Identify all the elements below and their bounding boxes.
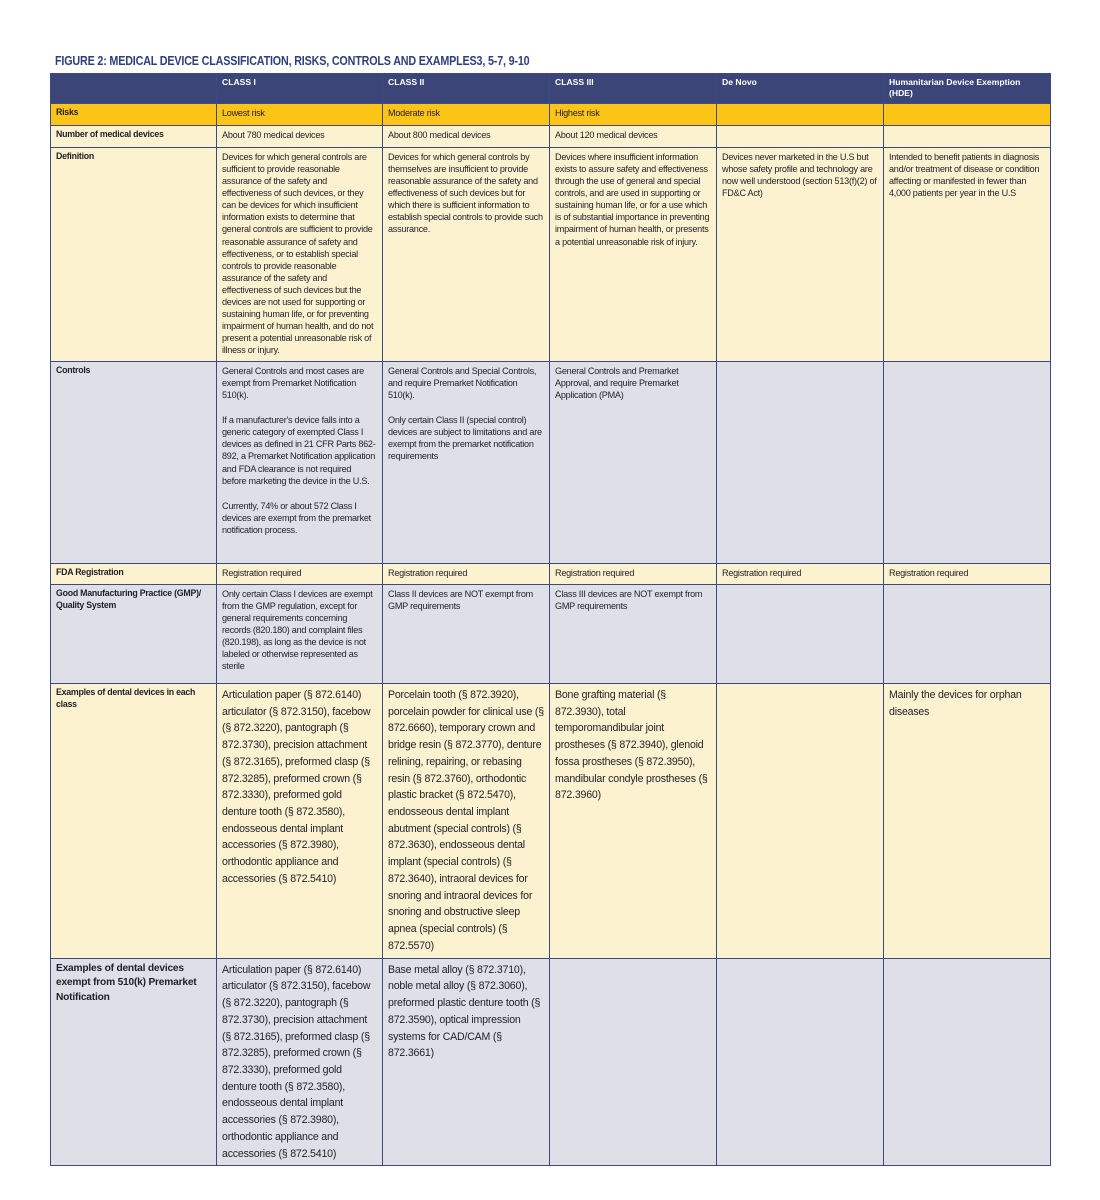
cell-exempt-de-novo	[717, 958, 884, 1166]
header-de-novo: De Novo	[717, 74, 884, 104]
cell-exempt-class-3	[550, 958, 717, 1166]
cell-risks-class-1: Lowest risk	[217, 103, 383, 125]
header-class-2: CLASS II	[383, 74, 550, 104]
cell-gmp-de-novo	[717, 584, 884, 683]
cell-controls-class-2	[383, 361, 550, 563]
cell-exempt-hde	[884, 958, 1051, 1166]
cell-exempt-class-1: Articulation paper (§ 872.6140) articulator (§ 872.3150), facebow (§ 872.3220), pantograph (§ 872.3730), precision attachment (§ 872.3165), preformed clasp (§ 872.3285), preformed crown (§ 872.3330), preformed gold denture tooth (§ 872.3580), endosseous dental implant accessories (§ 872.3980), orthodontic appliance and accessories (§ 872.5410)	[217, 958, 383, 1166]
row-label-gmp: Good Manufacturing Practice (GMP)/ Quality System	[51, 584, 217, 683]
cell-definition-class-1: Devices for which general controls are sufficient to provide reasonable assurance of the safety and effectiveness of such devices, or they can be devices for which insufficient information exists to determine that general controls are sufficient to provide reasonable assurance of safety and effectiveness, or to establish special controls to provide reasonable assurance of the safety and effectiveness of such devices but the devices are not used for supporting or sustaining human life, or for preventing impairment of human health, and do not present a potential unreasonable risk of illness or injury.	[217, 147, 383, 361]
cell-controls-de-novo	[717, 361, 884, 563]
controls-class-1-paragraph: If a manufacturer's device falls into a generic category of exempted Class I devices as defined in 21 CFR Parts 862- 892, a Premarket Notification application and FDA clearance is not required before marketing the device in the U.S.	[222, 415, 376, 486]
cell-risks-de-novo	[717, 103, 884, 125]
cell-number-class-2: About 800 medical devices	[383, 125, 550, 147]
row-label-controls: Controls	[51, 361, 217, 563]
cell-controls-hde	[884, 361, 1051, 563]
cell-fda-class-2: Registration required	[383, 563, 550, 584]
row-label-definition: Definition	[51, 147, 217, 361]
row-risks	[51, 103, 1051, 125]
cell-fda-de-novo: Registration required	[717, 563, 884, 584]
cell-risks-hde	[884, 103, 1051, 125]
controls-class-2-paragraph: Only certain Class II (special control) devices are subject to limitations and are exempt from the premarket notification requirements	[388, 415, 542, 462]
controls-class-1-paragraph: General Controls and most cases are exempt from Premarket Notification 510(k).	[222, 365, 364, 401]
row-fda-registration	[51, 563, 1051, 584]
controls-class-1-paragraph: Currently, 74% or about 572 Class I devices are exempt from the premarket notification process.	[222, 500, 371, 535]
cell-controls-class-3: General Controls and Premarket Approval, and require Premarket Application (PMA)	[550, 361, 717, 563]
header-class-3: CLASS III	[550, 74, 717, 104]
header-cell-blank	[51, 74, 217, 104]
row-label-examples: Examples of dental devices in each class	[51, 683, 217, 958]
cell-number-class-1: About 780 medical devices	[217, 125, 383, 147]
cell-gmp-class-1: Only certain Class I devices are exempt from the GMP regulation, except for general requirements concerning records (820.180) and complaint files (820.198), as long as the device is not labeled or otherwise represented as sterile	[217, 584, 383, 683]
cell-risks-class-2: Moderate risk	[383, 103, 550, 125]
cell-definition-class-3: Devices where insufficient information exists to assure safety and effectiveness through the use of general and special controls, and are used in supporting or sustaining human life, or for a use which is of substantial importance in preventing impairment of human health, or presents a potential unreasonable risk of injury.	[550, 147, 717, 361]
row-definition	[51, 147, 1051, 361]
classification-table	[50, 73, 1051, 1166]
cell-risks-class-3: Highest risk	[550, 103, 717, 125]
cell-controls-class-1	[217, 361, 383, 563]
cell-fda-class-1: Registration required	[217, 563, 383, 584]
cell-examples-hde: Mainly the devices for orphan diseases	[884, 683, 1051, 958]
controls-class-2-paragraph: General Controls and Special Controls, and require Premarket Notification 510(k).	[388, 365, 537, 401]
cell-definition-hde: Intended to benefit patients in diagnosis and/or treatment of disease or condition affecting or manifested in fewer than 4,000 patients per year in the U.S	[884, 147, 1051, 361]
cell-gmp-class-3: Class III devices are NOT exempt from GMP requirements	[550, 584, 717, 683]
cell-gmp-hde	[884, 584, 1051, 683]
row-examples	[51, 683, 1051, 958]
header-row	[51, 74, 1051, 104]
cell-fda-class-3: Registration required	[550, 563, 717, 584]
cell-definition-class-2: Devices for which general controls by themselves are insufficient to provide reasonable assurance of the safety and effectiveness of such devices but for which there is sufficient information to establish special controls to provide such assurance.	[383, 147, 550, 361]
cell-exempt-class-2: Base metal alloy (§ 872.3710), noble metal alloy (§ 872.3060), preformed plastic denture tooth (§ 872.3590), optical impression systems for CAD/CAM (§ 872.3661)	[383, 958, 550, 1166]
row-label-exempt-examples: Examples of dental devices exempt from 510(k) Premarket Notification	[51, 958, 217, 1166]
header-class-1: CLASS I	[217, 74, 383, 104]
row-label-risks: Risks	[51, 103, 217, 125]
cell-examples-class-1: Articulation paper (§ 872.6140) articulator (§ 872.3150), facebow (§ 872.3220), pantograph (§ 872.3730), precision attachment (§ 872.3165), preformed clasp (§ 872.3285), preformed crown (§ 872.3330), preformed gold denture tooth (§ 872.3580), endosseous dental implant accessories (§ 872.3980), orthodontic appliance and accessories (§ 872.5410)	[217, 683, 383, 958]
cell-examples-class-3: Bone grafting material (§ 872.3930), total temporomandibular joint prostheses (§ 872.3940), glenoid fossa prostheses (§ 872.3950), mandibular condyle prostheses (§ 872.3960)	[550, 683, 717, 958]
row-gmp	[51, 584, 1051, 683]
row-label-fda-registration: FDA Registration	[51, 563, 217, 584]
row-label-number: Number of medical devices	[51, 125, 217, 147]
cell-examples-de-novo	[717, 683, 884, 958]
row-controls	[51, 361, 1051, 563]
row-number	[51, 125, 1051, 147]
cell-number-hde	[884, 125, 1051, 147]
cell-number-de-novo	[717, 125, 884, 147]
header-hde: Humanitarian Device Exemption (HDE)	[884, 74, 1051, 104]
cell-number-class-3: About 120 medical devices	[550, 125, 717, 147]
row-exempt-examples	[51, 958, 1051, 1166]
cell-gmp-class-2: Class II devices are NOT exempt from GMP requirements	[383, 584, 550, 683]
cell-definition-de-novo: Devices never marketed in the U.S but whose safety profile and technology are now well understood (section 513(f)(2) of FD&C Act)	[717, 147, 884, 361]
cell-fda-hde: Registration required	[884, 563, 1051, 584]
figure-title: FIGURE 2: MEDICAL DEVICE CLASSIFICATION, RISKS, CONTROLS AND EXAMPLES3, 5-7, 9-10	[55, 54, 530, 68]
cell-examples-class-2: Porcelain tooth (§ 872.3920), porcelain powder for clinical use (§ 872.6660), temporary crown and bridge resin (§ 872.3770), denture relining, repairing, or rebasing resin (§ 872.3760), orthodontic plastic bracket (§ 872.5470), endosseous dental implant abutment (special controls) (§ 872.3630), endosseous dental implant (special controls) (§ 872.3640), intraoral devices for snoring and intraoral devices for snoring and obstructive sleep apnea (special controls) (§ 872.5570)	[383, 683, 550, 958]
